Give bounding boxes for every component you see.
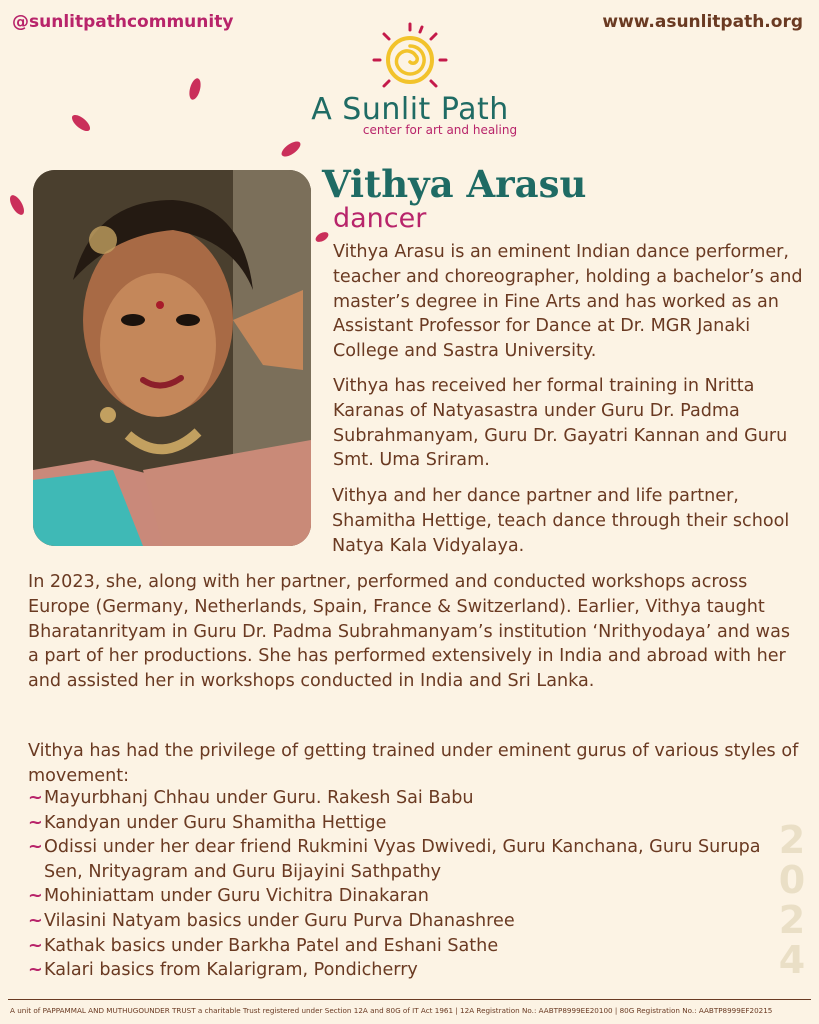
- year-digit: 0: [778, 858, 806, 902]
- petal-icon: [187, 77, 202, 101]
- profile-name: Vithya Arasu: [322, 162, 587, 206]
- petal-icon: [314, 230, 330, 244]
- website-link[interactable]: www.asunlitpath.org: [602, 12, 803, 32]
- profile-role: dancer: [333, 203, 427, 234]
- list-item: ~ Odissi under her dear friend Rukmini Vyas Dwivedi, Guru Kanchana, Guru Surupa Sen, Nrityagram and Guru Bijayini Sathpathy: [28, 835, 788, 884]
- bio-paragraph-5: Vithya has had the privilege of getting trained under eminent gurus of various styles of movement:: [28, 741, 799, 786]
- training-list: [28, 786, 788, 983]
- footer-divider: [8, 999, 811, 1000]
- year-digit: 2: [778, 818, 806, 862]
- list-item: ~ Kalari basics from Kalarigram, Pondicherry: [28, 958, 788, 983]
- year-watermark: [772, 820, 812, 980]
- logo-text: [300, 92, 520, 137]
- year-digit: 2: [778, 898, 806, 942]
- bio-paragraph-2: Vithya has received her formal training in Nritta Karanas of Natyasastra under Guru Dr. Padma Subrahmanyam, Guru Dr. Gayatri Kannan and Guru Smt. Uma Sriram.: [333, 376, 788, 471]
- list-item: ~ Kathak basics under Barkha Patel and Eshani Sathe: [28, 934, 788, 959]
- petal-icon: [69, 112, 92, 134]
- bio-paragraph-4: In 2023, she, along with her partner, performed and conducted workshops across Europe (Germany, Netherlands, Spain, France & Switzerland). Earlier, Vithya taught Bharatanrityam in Guru Dr. Padma Subrahmanyam’s institution ‘Nrithyodaya’ and was a part of her productions. She has performed extensively in India and abroad with her and assisted her in workshops conducted in India and Sri Lanka.: [28, 572, 791, 692]
- logo-subtitle: center for art and healing: [362, 123, 518, 137]
- social-handle[interactable]: @sunlitpathcommunity: [12, 12, 234, 32]
- list-item: ~ Kandyan under Guru Shamitha Hettige: [28, 811, 788, 836]
- petal-icon: [7, 193, 27, 217]
- dancer-portrait: [33, 170, 311, 546]
- year-digit: 4: [778, 938, 806, 982]
- footer-text: A unit of PAPPAMMAL AND MUTHUGOUNDER TRUST a charitable Trust registered under Section 12A and 80G of IT Act 1961 | 12A Registration No.: AABTP8999EE20100 | 80G Registration No.: AABTP8999EF20215: [10, 1006, 773, 1015]
- list-item: ~ Mayurbhanj Chhau under Guru. Rakesh Sai Babu: [28, 786, 788, 811]
- list-item: ~ Mohiniattam under Guru Vichitra Dinakaran: [28, 884, 788, 909]
- logo-title: A Sunlit Path: [311, 92, 509, 127]
- list-item: ~ Vilasini Natyam basics under Guru Purva Dhanashree: [28, 909, 788, 934]
- bio-paragraph-1: Vithya Arasu is an eminent Indian dance performer, teacher and choreographer, holding a bachelor’s and master’s degree in Fine Arts and has worked as an Assistant Professor for Dance at Dr. MGR Janaki College and Sastra University.: [333, 242, 803, 362]
- bio-paragraph-3: Vithya and her dance partner and life partner, Shamitha Hettige, teach dance through their school Natya Kala Vidyalaya.: [332, 486, 790, 556]
